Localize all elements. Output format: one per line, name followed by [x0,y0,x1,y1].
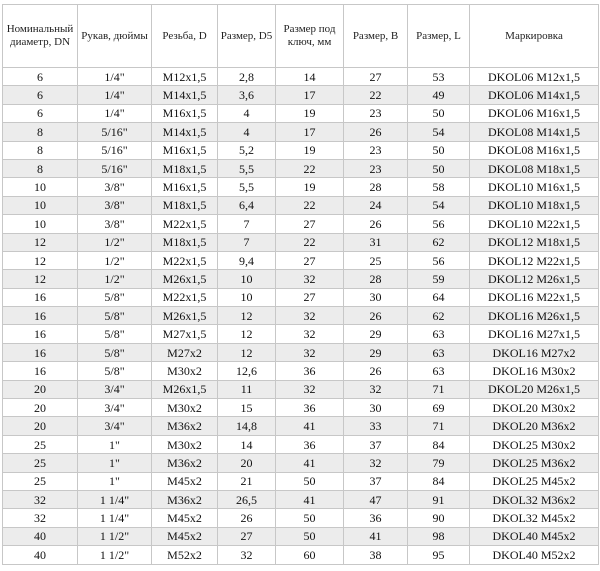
cell-d5: 10 [218,270,276,288]
cell-marking: DKOL08 M16x1,5 [470,141,599,159]
cell-wrench: 27 [276,251,344,269]
cell-d5: 11 [218,380,276,398]
cell-marking: DKOL16 M22x1,5 [470,288,599,306]
cell-d5: 3,6 [218,86,276,104]
table-row [3,141,599,159]
cell-marking: DKOL16 M30x2 [470,362,599,380]
cell-dn: 16 [3,288,78,306]
cell-l: 63 [408,343,470,361]
cell-dn: 25 [3,435,78,453]
cell-l: 50 [408,159,470,177]
table-row [3,86,599,104]
table-row [3,288,599,306]
cell-thread: M16x1,5 [152,104,218,122]
table-row [3,104,599,122]
table-row [3,68,599,86]
cell-thread: M27x2 [152,343,218,361]
cell-l: 95 [408,546,470,564]
cell-dn: 12 [3,233,78,251]
table-row [3,362,599,380]
header-row [3,5,599,68]
cell-wrench: 50 [276,472,344,490]
cell-d5: 6,4 [218,196,276,214]
cell-wrench: 22 [276,159,344,177]
cell-marking: DKOL10 M16x1,5 [470,178,599,196]
cell-thread: M36x2 [152,454,218,472]
cell-hose: 1 1/4" [78,509,152,527]
cell-b: 27 [344,68,408,86]
cell-l: 71 [408,417,470,435]
cell-thread: M16x1,5 [152,178,218,196]
cell-wrench: 50 [276,509,344,527]
cell-b: 32 [344,380,408,398]
cell-wrench: 27 [276,215,344,233]
cell-marking: DKOL16 M26x1,5 [470,307,599,325]
cell-d5: 2,8 [218,68,276,86]
cell-wrench: 32 [276,307,344,325]
cell-d5: 26 [218,509,276,527]
cell-marking: DKOL20 M36x2 [470,417,599,435]
cell-marking: DKOL25 M30x2 [470,435,599,453]
cell-d5: 12 [218,325,276,343]
cell-dn: 10 [3,196,78,214]
cell-d5: 10 [218,288,276,306]
cell-thread: M18x1,5 [152,159,218,177]
cell-d5: 4 [218,104,276,122]
cell-marking: DKOL10 M18x1,5 [470,196,599,214]
col-header-d5: Размер, D5 [218,5,276,68]
cell-dn: 10 [3,215,78,233]
table-row [3,546,599,564]
cell-l: 84 [408,472,470,490]
cell-thread: M45x2 [152,509,218,527]
cell-wrench: 41 [276,490,344,508]
table-row [3,270,599,288]
table-row [3,380,599,398]
cell-b: 38 [344,546,408,564]
cell-d5: 5,5 [218,178,276,196]
cell-thread: M26x1,5 [152,380,218,398]
cell-hose: 5/16" [78,159,152,177]
cell-wrench: 32 [276,270,344,288]
cell-dn: 16 [3,343,78,361]
cell-d5: 26,5 [218,490,276,508]
cell-dn: 40 [3,546,78,564]
cell-l: 54 [408,196,470,214]
cell-l: 54 [408,123,470,141]
cell-thread: M26x1,5 [152,307,218,325]
cell-b: 37 [344,435,408,453]
cell-hose: 5/8" [78,288,152,306]
cell-b: 26 [344,215,408,233]
cell-marking: DKOL25 M45x2 [470,472,599,490]
cell-thread: M27x1,5 [152,325,218,343]
cell-hose: 3/4" [78,399,152,417]
cell-wrench: 19 [276,178,344,196]
cell-marking: DKOL06 M12x1,5 [470,68,599,86]
cell-hose: 5/8" [78,362,152,380]
cell-thread: M30x2 [152,362,218,380]
cell-dn: 32 [3,509,78,527]
cell-hose: 3/8" [78,215,152,233]
cell-l: 49 [408,86,470,104]
cell-marking: DKOL20 M26x1,5 [470,380,599,398]
cell-dn: 8 [3,159,78,177]
cell-marking: DKOL06 M16x1,5 [470,104,599,122]
cell-hose: 1 1/2" [78,546,152,564]
cell-marking: DKOL32 M36x2 [470,490,599,508]
cell-dn: 20 [3,380,78,398]
cell-thread: M12x1,5 [152,68,218,86]
cell-l: 91 [408,490,470,508]
cell-dn: 6 [3,68,78,86]
cell-dn: 20 [3,417,78,435]
cell-b: 24 [344,196,408,214]
cell-dn: 16 [3,307,78,325]
cell-dn: 32 [3,490,78,508]
cell-hose: 3/8" [78,196,152,214]
cell-b: 29 [344,325,408,343]
cell-thread: M22x1,5 [152,215,218,233]
cell-hose: 1/4" [78,68,152,86]
cell-b: 30 [344,288,408,306]
cell-wrench: 32 [276,325,344,343]
cell-b: 23 [344,104,408,122]
cell-d5: 7 [218,233,276,251]
table-row [3,417,599,435]
cell-thread: M52x2 [152,546,218,564]
cell-marking: DKOL32 M45x2 [470,509,599,527]
cell-hose: 3/8" [78,178,152,196]
cell-l: 50 [408,141,470,159]
table-row [3,233,599,251]
cell-b: 22 [344,86,408,104]
cell-marking: DKOL40 M45x2 [470,527,599,545]
cell-marking: DKOL20 M30x2 [470,399,599,417]
cell-d5: 12 [218,307,276,325]
cell-wrench: 50 [276,527,344,545]
cell-marking: DKOL08 M14x1,5 [470,123,599,141]
cell-b: 28 [344,270,408,288]
cell-b: 25 [344,251,408,269]
cell-wrench: 19 [276,104,344,122]
cell-dn: 25 [3,472,78,490]
cell-wrench: 17 [276,123,344,141]
cell-thread: M16x1,5 [152,141,218,159]
cell-b: 29 [344,343,408,361]
cell-hose: 1/4" [78,86,152,104]
cell-d5: 32 [218,546,276,564]
cell-marking: DKOL12 M22x1,5 [470,251,599,269]
cell-hose: 1/2" [78,270,152,288]
table-row [3,527,599,545]
cell-hose: 1" [78,472,152,490]
col-header-thread: Резьба, D [152,5,218,68]
table-row [3,159,599,177]
cell-thread: M18x1,5 [152,233,218,251]
cell-b: 32 [344,454,408,472]
cell-dn: 25 [3,454,78,472]
specs-table [2,4,599,565]
table-row [3,454,599,472]
cell-b: 30 [344,399,408,417]
cell-l: 56 [408,215,470,233]
cell-dn: 6 [3,86,78,104]
cell-d5: 14,8 [218,417,276,435]
cell-thread: M45x2 [152,472,218,490]
cell-l: 63 [408,325,470,343]
cell-l: 62 [408,233,470,251]
cell-hose: 1" [78,454,152,472]
table-row [3,215,599,233]
cell-dn: 40 [3,527,78,545]
cell-wrench: 17 [276,86,344,104]
cell-marking: DKOL10 M22x1,5 [470,215,599,233]
col-header-hose: Рукав, дюймы [78,5,152,68]
cell-thread: M22x1,5 [152,251,218,269]
cell-dn: 20 [3,399,78,417]
cell-d5: 7 [218,215,276,233]
cell-marking: DKOL16 M27x1,5 [470,325,599,343]
cell-hose: 1/2" [78,233,152,251]
cell-hose: 5/8" [78,307,152,325]
cell-thread: M30x2 [152,435,218,453]
cell-marking: DKOL12 M18x1,5 [470,233,599,251]
cell-wrench: 36 [276,435,344,453]
cell-thread: M36x2 [152,490,218,508]
cell-d5: 12,6 [218,362,276,380]
cell-d5: 5,2 [218,141,276,159]
cell-hose: 5/8" [78,343,152,361]
cell-hose: 1/2" [78,251,152,269]
cell-d5: 15 [218,399,276,417]
table-row [3,307,599,325]
cell-marking: DKOL40 M52x2 [470,546,599,564]
col-header-dn: Номинальный диаметр, DN [3,5,78,68]
cell-d5: 9,4 [218,251,276,269]
table-row [3,251,599,269]
cell-marking: DKOL06 M14x1,5 [470,86,599,104]
cell-d5: 20 [218,454,276,472]
cell-dn: 16 [3,362,78,380]
cell-wrench: 22 [276,233,344,251]
cell-l: 56 [408,251,470,269]
table-row [3,399,599,417]
cell-wrench: 36 [276,399,344,417]
cell-marking: DKOL08 M18x1,5 [470,159,599,177]
cell-l: 59 [408,270,470,288]
cell-hose: 5/8" [78,325,152,343]
cell-marking: DKOL25 M36x2 [470,454,599,472]
cell-wrench: 36 [276,362,344,380]
cell-wrench: 32 [276,343,344,361]
cell-wrench: 14 [276,68,344,86]
table-row [3,472,599,490]
col-header-b: Размер, B [344,5,408,68]
cell-thread: M18x1,5 [152,196,218,214]
table-row [3,490,599,508]
cell-thread: M30x2 [152,399,218,417]
cell-b: 23 [344,141,408,159]
cell-thread: M14x1,5 [152,86,218,104]
cell-b: 33 [344,417,408,435]
cell-wrench: 19 [276,141,344,159]
col-header-marking: Маркировка [470,5,599,68]
cell-d5: 4 [218,123,276,141]
table-row [3,178,599,196]
cell-b: 26 [344,362,408,380]
cell-dn: 8 [3,141,78,159]
cell-hose: 3/4" [78,417,152,435]
cell-hose: 1" [78,435,152,453]
cell-marking: DKOL16 M27x2 [470,343,599,361]
cell-dn: 8 [3,123,78,141]
cell-l: 84 [408,435,470,453]
cell-wrench: 32 [276,380,344,398]
table-row [3,435,599,453]
cell-wrench: 60 [276,546,344,564]
cell-hose: 1 1/2" [78,527,152,545]
cell-hose: 1 1/4" [78,490,152,508]
col-header-l: Размер, L [408,5,470,68]
cell-dn: 12 [3,251,78,269]
cell-l: 63 [408,362,470,380]
cell-dn: 12 [3,270,78,288]
cell-hose: 5/16" [78,141,152,159]
cell-thread: M36x2 [152,417,218,435]
cell-dn: 16 [3,325,78,343]
cell-dn: 6 [3,104,78,122]
table-row [3,196,599,214]
cell-l: 69 [408,399,470,417]
cell-wrench: 41 [276,454,344,472]
cell-l: 53 [408,68,470,86]
cell-b: 31 [344,233,408,251]
cell-b: 23 [344,159,408,177]
cell-l: 58 [408,178,470,196]
cell-wrench: 22 [276,196,344,214]
cell-thread: M22x1,5 [152,288,218,306]
cell-l: 50 [408,104,470,122]
cell-hose: 3/4" [78,380,152,398]
cell-thread: M45x2 [152,527,218,545]
cell-l: 79 [408,454,470,472]
cell-dn: 10 [3,178,78,196]
cell-b: 36 [344,509,408,527]
col-header-wrench: Размер под ключ, мм [276,5,344,68]
cell-d5: 5,5 [218,159,276,177]
table-row [3,343,599,361]
cell-b: 26 [344,307,408,325]
cell-d5: 12 [218,343,276,361]
cell-d5: 14 [218,435,276,453]
cell-l: 64 [408,288,470,306]
cell-hose: 5/16" [78,123,152,141]
cell-l: 62 [408,307,470,325]
table-row [3,123,599,141]
cell-thread: M14x1,5 [152,123,218,141]
cell-b: 37 [344,472,408,490]
cell-l: 71 [408,380,470,398]
cell-d5: 27 [218,527,276,545]
cell-b: 41 [344,527,408,545]
cell-l: 98 [408,527,470,545]
cell-marking: DKOL12 M26x1,5 [470,270,599,288]
cell-d5: 21 [218,472,276,490]
table-row [3,325,599,343]
cell-wrench: 41 [276,417,344,435]
cell-b: 26 [344,123,408,141]
cell-b: 28 [344,178,408,196]
cell-b: 47 [344,490,408,508]
cell-wrench: 27 [276,288,344,306]
cell-hose: 1/4" [78,104,152,122]
cell-l: 90 [408,509,470,527]
table-row [3,509,599,527]
cell-thread: M26x1,5 [152,270,218,288]
